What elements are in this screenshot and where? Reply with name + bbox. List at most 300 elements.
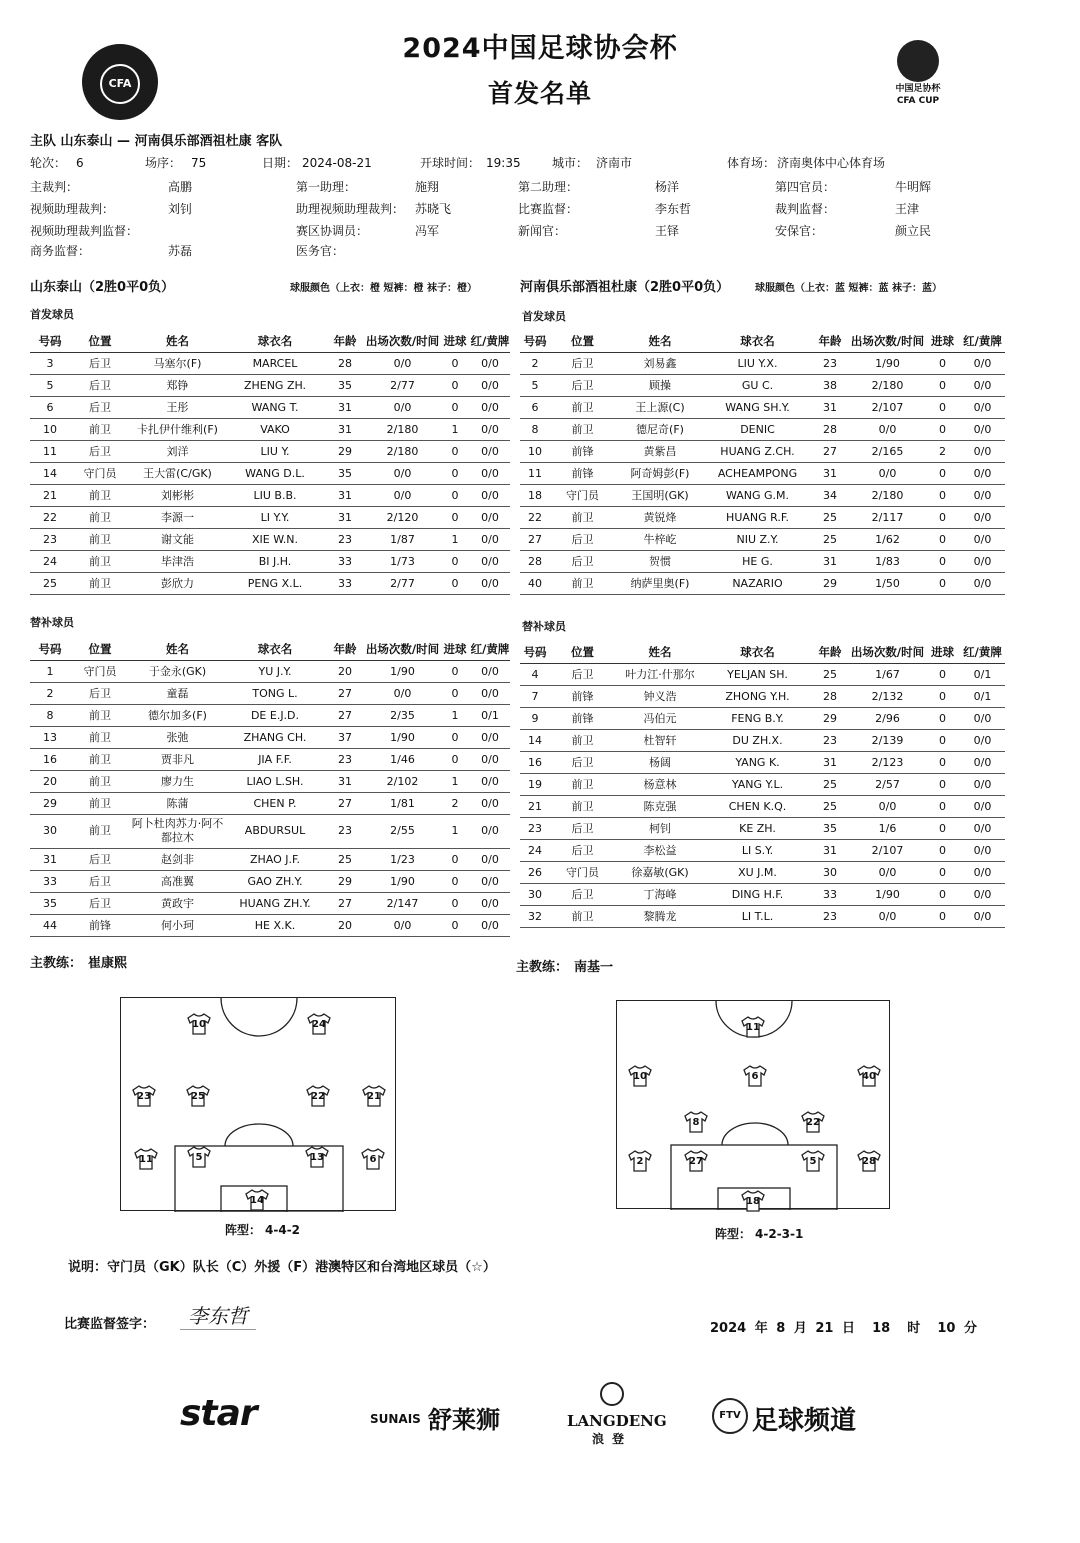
player-shirt-icon — [360, 1148, 386, 1170]
table-row — [520, 352, 1005, 374]
table-row — [520, 861, 1005, 883]
shirt-number: 25 — [191, 1091, 205, 1102]
player-age: 23 — [325, 528, 365, 550]
player-cards: 0/0 — [470, 682, 510, 704]
col-shirt-name: 球衣名 — [225, 638, 325, 660]
page-title: 2024中国足球协会杯 — [402, 33, 678, 64]
player-number: 8 — [30, 704, 70, 726]
player-cards: 0/0 — [960, 839, 1005, 861]
player-shirt-name: DENIC — [705, 418, 810, 440]
player-position: 后卫 — [70, 870, 130, 892]
table-row — [30, 352, 510, 374]
player-apps: 2/165 — [850, 440, 925, 462]
player-shirt-name: LIAO L.SH. — [225, 770, 325, 792]
player-cards: 0/0 — [470, 528, 510, 550]
player-position: 前卫 — [550, 572, 615, 594]
table-row — [30, 870, 510, 892]
player-position: 后卫 — [550, 352, 615, 374]
col-age: 年龄 — [325, 330, 365, 352]
player-age: 35 — [810, 817, 850, 839]
col-goals: 进球 — [925, 641, 960, 663]
table-row — [30, 462, 510, 484]
player-name: 于金永(GK) — [130, 660, 225, 682]
player-age: 31 — [325, 506, 365, 528]
player-goals: 0 — [925, 707, 960, 729]
player-shirt-name: ACHEAMPONG — [705, 462, 810, 484]
shirt-number: 10 — [192, 1019, 206, 1030]
player-shirt-name: VAKO — [225, 418, 325, 440]
player-age: 31 — [325, 418, 365, 440]
player-shirt-name: JIA F.F. — [225, 748, 325, 770]
player-cards: 0/0 — [960, 572, 1005, 594]
player-number: 18 — [520, 484, 550, 506]
official-label: 医务官： — [296, 244, 345, 258]
col-apps: 出场次数/时间 — [850, 641, 925, 663]
player-age: 31 — [810, 550, 850, 572]
official-label: 裁判监督： — [775, 202, 836, 216]
player-goals: 0 — [440, 914, 470, 936]
player-goals: 0 — [440, 848, 470, 870]
player-cards: 0/0 — [960, 795, 1005, 817]
player-goals: 0 — [440, 484, 470, 506]
player-position: 前卫 — [550, 418, 615, 440]
player-name: 廖力生 — [130, 770, 225, 792]
player-goals: 1 — [440, 704, 470, 726]
player-cards: 0/0 — [470, 726, 510, 748]
home-subs-label: 替补球员 — [30, 616, 74, 629]
col-shirt-name: 球衣名 — [225, 330, 325, 352]
player-cards: 0/0 — [960, 883, 1005, 905]
player-age: 27 — [325, 682, 365, 704]
player-position: 前锋 — [70, 914, 130, 936]
player-shirt-name: NIU Z.Y. — [705, 528, 810, 550]
player-apps: 2/96 — [850, 707, 925, 729]
player-shirt-name: DE E.J.D. — [225, 704, 325, 726]
player-shirt-name: YANG K. — [705, 751, 810, 773]
player-number: 23 — [30, 528, 70, 550]
player-shirt-icon — [800, 1150, 826, 1172]
official-label: 第二助理： — [518, 180, 579, 194]
col-goals: 进球 — [440, 638, 470, 660]
player-goals: 0 — [440, 870, 470, 892]
player-goals: 0 — [925, 352, 960, 374]
player-cards: 0/0 — [470, 892, 510, 914]
player-name: 毕津浩 — [130, 550, 225, 572]
table-row — [30, 704, 510, 726]
player-name: 刘洋 — [130, 440, 225, 462]
player-goals: 2 — [925, 440, 960, 462]
player-apps: 2/180 — [365, 418, 440, 440]
player-number: 30 — [520, 883, 550, 905]
player-position: 前卫 — [70, 418, 130, 440]
away-formation: 阵型： 4-2-3-1 — [715, 1227, 804, 1241]
player-number: 8 — [520, 418, 550, 440]
player-shirt-name: GAO ZH.Y. — [225, 870, 325, 892]
player-shirt-name: GU C. — [705, 374, 810, 396]
col-position: 位置 — [550, 330, 615, 352]
shirt-number: 27 — [689, 1156, 703, 1167]
player-shirt-icon — [683, 1150, 709, 1172]
shirt-number: 8 — [692, 1117, 700, 1128]
player-goals: 0 — [925, 685, 960, 707]
player-cards: 0/0 — [470, 914, 510, 936]
table-header-row — [30, 638, 510, 660]
player-apps: 1/62 — [850, 528, 925, 550]
player-age: 34 — [810, 484, 850, 506]
city-info: 城市： 济南市 — [552, 156, 633, 170]
table-row — [30, 770, 510, 792]
table-row — [520, 817, 1005, 839]
player-position: 前卫 — [550, 729, 615, 751]
player-goals: 1 — [440, 814, 470, 848]
kickoff-info: 开球时间： 19:35 — [420, 156, 521, 170]
player-position: 前卫 — [550, 506, 615, 528]
player-cards: 0/0 — [470, 870, 510, 892]
player-name: 何小珂 — [130, 914, 225, 936]
shirt-number: 28 — [862, 1156, 876, 1167]
player-name: 谢文能 — [130, 528, 225, 550]
player-apps: 2/102 — [365, 770, 440, 792]
col-cards: 红/黄牌 — [960, 641, 1005, 663]
away-subs-table — [520, 641, 1005, 928]
player-number: 14 — [520, 729, 550, 751]
player-cards: 0/0 — [960, 773, 1005, 795]
player-goals: 0 — [925, 751, 960, 773]
table-row — [520, 440, 1005, 462]
player-shirt-icon — [186, 1013, 212, 1035]
player-position: 前卫 — [550, 905, 615, 927]
sponsor-star-logo: star — [180, 1393, 257, 1434]
shirt-number: 2 — [636, 1156, 644, 1167]
official-label: 第四官员： — [775, 180, 836, 194]
col-name: 姓名 — [615, 330, 705, 352]
player-cards: 0/0 — [470, 374, 510, 396]
player-number: 9 — [520, 707, 550, 729]
player-cards: 0/0 — [960, 751, 1005, 773]
player-goals: 0 — [925, 817, 960, 839]
table-row — [520, 905, 1005, 927]
player-name: 马塞尔(F) — [130, 352, 225, 374]
player-number: 22 — [30, 506, 70, 528]
player-apps: 2/107 — [850, 839, 925, 861]
player-shirt-name: HE X.K. — [225, 914, 325, 936]
player-number: 11 — [520, 462, 550, 484]
player-shirt-name: KE ZH. — [705, 817, 810, 839]
player-shirt-name: LIU Y.X. — [705, 352, 810, 374]
player-shirt-name: ZHENG ZH. — [225, 374, 325, 396]
player-number: 21 — [30, 484, 70, 506]
player-cards: 0/0 — [960, 418, 1005, 440]
table-row — [520, 462, 1005, 484]
away-kit-colors: 球服颜色（上衣：蓝 短裤：蓝 袜子：蓝） — [755, 283, 942, 294]
player-position: 前锋 — [550, 440, 615, 462]
player-age: 31 — [325, 396, 365, 418]
player-goals: 0 — [440, 682, 470, 704]
official-name: 刘钊 — [168, 202, 193, 216]
col-apps: 出场次数/时间 — [365, 330, 440, 352]
player-goals: 0 — [440, 726, 470, 748]
player-number: 1 — [30, 660, 70, 682]
date-info: 日期： 2024-08-21 — [262, 156, 372, 170]
player-shirt-name: LIU Y. — [225, 440, 325, 462]
player-shirt-icon — [742, 1065, 768, 1087]
player-number: 5 — [520, 374, 550, 396]
away-starters-table — [520, 330, 1005, 595]
player-cards: 0/0 — [470, 770, 510, 792]
player-age: 33 — [810, 883, 850, 905]
player-apps: 2/77 — [365, 374, 440, 396]
shirt-number: 18 — [746, 1196, 760, 1207]
player-shirt-name: XIE W.N. — [225, 528, 325, 550]
player-shirt-name: TONG L. — [225, 682, 325, 704]
official-name: 苏晓飞 — [415, 202, 452, 216]
table-row — [30, 682, 510, 704]
player-goals: 0 — [925, 905, 960, 927]
player-name: 德尔加多(F) — [130, 704, 225, 726]
player-age: 28 — [810, 418, 850, 440]
player-shirt-name: LIU B.B. — [225, 484, 325, 506]
player-apps: 1/81 — [365, 792, 440, 814]
player-goals: 0 — [440, 748, 470, 770]
cup-ball-icon — [897, 40, 939, 82]
player-number: 29 — [30, 792, 70, 814]
player-goals: 0 — [925, 883, 960, 905]
player-position: 前锋 — [550, 462, 615, 484]
player-age: 29 — [325, 870, 365, 892]
player-apps: 0/0 — [850, 462, 925, 484]
player-shirt-icon — [740, 1190, 766, 1212]
player-number: 24 — [30, 550, 70, 572]
player-shirt-name: HE G. — [705, 550, 810, 572]
player-shirt-name: MARCEL — [225, 352, 325, 374]
player-age: 27 — [325, 704, 365, 726]
player-goals: 0 — [440, 892, 470, 914]
player-number: 21 — [520, 795, 550, 817]
player-name: 高准翼 — [130, 870, 225, 892]
player-apps: 2/139 — [850, 729, 925, 751]
player-shirt-icon — [361, 1085, 387, 1107]
player-goals: 1 — [440, 528, 470, 550]
official-name: 杨洋 — [655, 180, 680, 194]
player-goals: 1 — [440, 418, 470, 440]
table-row — [520, 729, 1005, 751]
player-goals: 0 — [925, 861, 960, 883]
player-number: 24 — [520, 839, 550, 861]
table-row — [520, 663, 1005, 685]
table-row — [30, 506, 510, 528]
player-apps: 1/46 — [365, 748, 440, 770]
player-name: 阿卜杜肉苏力·阿不都拉木 — [130, 814, 225, 848]
player-shirt-name: HUANG R.F. — [705, 506, 810, 528]
player-cards: 0/0 — [960, 528, 1005, 550]
player-age: 38 — [810, 374, 850, 396]
player-shirt-icon — [131, 1085, 157, 1107]
table-row — [520, 795, 1005, 817]
official-label: 安保官： — [775, 224, 824, 238]
player-age: 25 — [325, 848, 365, 870]
away-starters-label: 首发球员 — [522, 310, 566, 323]
table-row — [30, 892, 510, 914]
player-name: 王大雷(C/GK) — [130, 462, 225, 484]
player-cards: 0/0 — [960, 707, 1005, 729]
player-goals: 0 — [925, 528, 960, 550]
player-number: 11 — [30, 440, 70, 462]
player-cards: 0/1 — [960, 685, 1005, 707]
col-name: 姓名 — [130, 330, 225, 352]
player-age: 31 — [325, 484, 365, 506]
table-row — [520, 839, 1005, 861]
player-position: 守门员 — [70, 462, 130, 484]
player-goals: 0 — [440, 440, 470, 462]
player-age: 25 — [810, 773, 850, 795]
player-goals: 0 — [440, 396, 470, 418]
player-name: 赵剑非 — [130, 848, 225, 870]
shirt-number: 6 — [369, 1154, 377, 1165]
player-apps: 1/6 — [850, 817, 925, 839]
table-row — [30, 660, 510, 682]
table-row — [520, 550, 1005, 572]
player-cards: 0/0 — [960, 440, 1005, 462]
player-name: 黄锐烽 — [615, 506, 705, 528]
home-kit-colors: 球服颜色（上衣：橙 短裤：橙 袜子：橙） — [290, 283, 477, 294]
player-position: 后卫 — [70, 682, 130, 704]
cup-logo-en: CFA CUP — [896, 96, 940, 106]
player-position: 前卫 — [550, 773, 615, 795]
player-age: 31 — [810, 462, 850, 484]
player-name: 杨阔 — [615, 751, 705, 773]
player-cards: 0/0 — [960, 729, 1005, 751]
player-shirt-icon — [740, 1016, 766, 1038]
player-goals: 0 — [440, 506, 470, 528]
player-shirt-icon — [627, 1150, 653, 1172]
player-position: 前锋 — [550, 707, 615, 729]
legend-note: 说明：守门员（GK）队长（C）外援（F）港澳特区和台湾地区球员（☆） — [68, 1260, 496, 1275]
player-cards: 0/0 — [960, 861, 1005, 883]
player-shirt-name: WANG G.M. — [705, 484, 810, 506]
table-body — [520, 352, 1005, 594]
official-label: 比赛监督： — [518, 202, 579, 216]
player-position: 前卫 — [70, 484, 130, 506]
player-shirt-icon — [856, 1065, 882, 1087]
official-label: 新闻官： — [518, 224, 567, 238]
player-shirt-name: CHEN K.Q. — [705, 795, 810, 817]
col-goals: 进球 — [440, 330, 470, 352]
player-apps: 1/83 — [850, 550, 925, 572]
player-shirt-name: YELJAN SH. — [705, 663, 810, 685]
player-cards: 0/0 — [960, 374, 1005, 396]
player-number: 23 — [520, 817, 550, 839]
player-position: 后卫 — [550, 528, 615, 550]
shirt-number: 5 — [809, 1156, 817, 1167]
player-apps: 0/0 — [365, 352, 440, 374]
teams-line: 主队 山东泰山 — 河南俱乐部酒祖杜康 客队 — [30, 134, 283, 149]
player-shirt-icon — [856, 1150, 882, 1172]
player-position: 后卫 — [70, 440, 130, 462]
table-row — [30, 418, 510, 440]
player-apps: 1/50 — [850, 572, 925, 594]
player-cards: 0/0 — [470, 484, 510, 506]
table-row — [30, 792, 510, 814]
player-age: 35 — [325, 462, 365, 484]
player-name: 贺惯 — [615, 550, 705, 572]
player-apps: 1/23 — [365, 848, 440, 870]
col-name: 姓名 — [615, 641, 705, 663]
player-goals: 0 — [925, 374, 960, 396]
player-number: 2 — [30, 682, 70, 704]
player-cards: 0/0 — [960, 506, 1005, 528]
shirt-number: 40 — [862, 1071, 876, 1082]
player-goals: 0 — [925, 506, 960, 528]
home-formation-pitch — [120, 997, 396, 1211]
player-number: 4 — [520, 663, 550, 685]
sponsor-langdeng-cn: 浪登 — [592, 1432, 633, 1446]
col-position: 位置 — [70, 330, 130, 352]
player-cards: 0/0 — [470, 848, 510, 870]
player-number: 40 — [520, 572, 550, 594]
player-number: 10 — [30, 418, 70, 440]
home-starters-table — [30, 330, 510, 595]
player-position: 前卫 — [70, 792, 130, 814]
player-shirt-icon — [186, 1146, 212, 1168]
player-goals: 0 — [440, 352, 470, 374]
player-position: 守门员 — [550, 861, 615, 883]
player-number: 13 — [30, 726, 70, 748]
player-name: 徐嘉敏(GK) — [615, 861, 705, 883]
player-name: 陈蒲 — [130, 792, 225, 814]
table-row — [30, 814, 510, 848]
official-name: 牛明辉 — [895, 180, 932, 194]
player-apps: 0/0 — [365, 914, 440, 936]
player-goals: 0 — [440, 572, 470, 594]
table-row — [520, 883, 1005, 905]
col-apps: 出场次数/时间 — [850, 330, 925, 352]
player-number: 22 — [520, 506, 550, 528]
player-apps: 1/90 — [850, 352, 925, 374]
player-position: 后卫 — [70, 396, 130, 418]
player-shirt-name: WANG D.L. — [225, 462, 325, 484]
shirt-number: 10 — [633, 1071, 647, 1082]
player-name: 郑铮 — [130, 374, 225, 396]
player-age: 20 — [325, 914, 365, 936]
player-name: 杨意林 — [615, 773, 705, 795]
shirt-number: 5 — [195, 1152, 203, 1163]
official-label: 视频助理裁判监督： — [30, 224, 139, 238]
col-goals: 进球 — [925, 330, 960, 352]
player-position: 后卫 — [550, 883, 615, 905]
player-number: 27 — [520, 528, 550, 550]
player-apps: 1/90 — [365, 726, 440, 748]
player-number: 10 — [520, 440, 550, 462]
table-row — [30, 726, 510, 748]
player-name: 叶力江·什那尔 — [615, 663, 705, 685]
player-shirt-name: FENG B.Y. — [705, 707, 810, 729]
col-name: 姓名 — [130, 638, 225, 660]
table-header-row — [30, 330, 510, 352]
player-name: 卡扎伊什维利(F) — [130, 418, 225, 440]
player-age: 23 — [810, 352, 850, 374]
player-apps: 2/35 — [365, 704, 440, 726]
player-age: 25 — [810, 795, 850, 817]
player-apps: 2/180 — [850, 484, 925, 506]
official-label: 赛区协调员： — [296, 224, 369, 238]
col-age: 年龄 — [325, 638, 365, 660]
player-apps: 2/147 — [365, 892, 440, 914]
player-shirt-name: HUANG Z.CH. — [705, 440, 810, 462]
table-row — [30, 440, 510, 462]
player-cards: 0/0 — [470, 418, 510, 440]
player-cards: 0/1 — [470, 704, 510, 726]
player-cards: 0/0 — [470, 660, 510, 682]
